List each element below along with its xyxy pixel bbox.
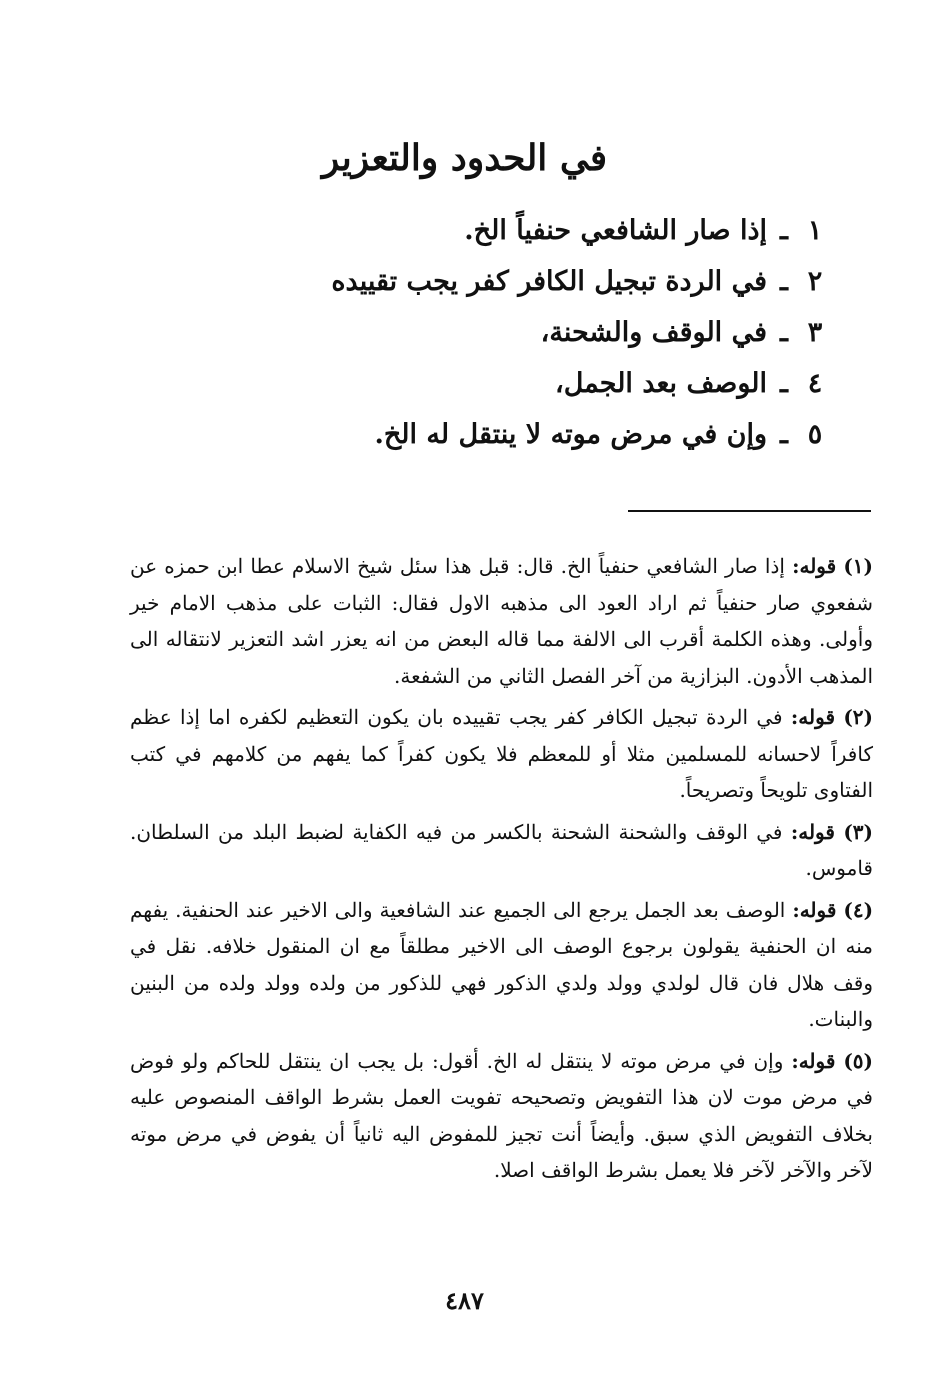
topic-dash: ـ [780, 317, 788, 348]
topic-dash: ـ [780, 368, 788, 399]
topic-number: ٤ [807, 368, 823, 399]
topic-dash: ـ [780, 266, 788, 297]
footnote-text: في الوقف والشحنة الشحنة بالكسر من فيه الكفاية لضبط البلد من السلطان. قاموس. [130, 819, 873, 880]
footnote-keyword: قوله: [791, 1048, 836, 1073]
topic-text: وإن في مرض موته لا ينتقل له الخ. [374, 419, 767, 450]
topic-item-4 [229, 358, 829, 409]
page-number: ٤٨٧ [445, 1286, 484, 1315]
topic-item-5 [229, 409, 829, 460]
topic-text: في الردة تبجيل الكافر كفر يجب تقييده [331, 266, 767, 297]
footnote-text: الوصف بعد الجمل يرجع الى الجميع عند الشافعية والى الاخير عند الحنفية. يفهم منه ان الحنفية يقولون برجوع الوصف الى الاخير مطلقاً مع ان المنقول خلافه. نقل في وقف هلال فان قال لولدي وولد ولدي الذكور فهي للذكور من ولده وولد ولده من البنين والبنات. [130, 897, 873, 1031]
footnote-number: (٥) [843, 1048, 873, 1073]
footnote-2 [130, 699, 873, 809]
footnotes [130, 548, 873, 1194]
footnote-number: (٣) [843, 819, 874, 844]
topic-item-1 [229, 205, 829, 256]
footnote-number: (٢) [843, 705, 873, 729]
topic-dash: ـ [780, 419, 788, 450]
footnote-text: إذا صار الشافعي حنفياً الخ. قال: قبل هذا سئل شيخ الاسلام عطا ابن حمزه عن شفعوي صار حنفياً ثم اراد العود الى مذهبه الاول فقال: الثبات على مذهب الامام خير وأولى. وهذه الكلمة أقرب الى الالفة مما قاله البعض من انه يعزر اشد التعزير لانتقاله الى المذهب الأدون. البزازية من آخر الفصل الثاني من الشفعة. [130, 554, 873, 688]
footnote-keyword: قوله: [792, 897, 837, 922]
footnote-3 [130, 814, 873, 887]
footnote-number: (١) [843, 554, 874, 578]
topic-dash: ـ [780, 215, 788, 246]
footnote-5 [130, 1043, 873, 1189]
footnote-text: في الردة تبجيل الكافر كفر يجب تقييده بان يكون التعظيم لكفره اما إذا عظم كافراً لاحسانه للمسلمين مثلا أو للمعظم فلا يكون كفراً كما يفهم من كلامهم في كتب الفتاوى تلويحاً وتصريحاً. [130, 705, 873, 802]
topic-text: في الوقف والشحنة، [540, 317, 767, 348]
topic-text: إذا صار الشافعي حنفياً الخ. [464, 215, 767, 246]
topic-item-2 [229, 256, 829, 307]
footnote-number: (٤) [843, 897, 874, 922]
topic-item-3 [229, 307, 829, 358]
topic-number: ٥ [807, 419, 823, 450]
footnote-4 [130, 892, 873, 1038]
topic-number: ٣ [807, 317, 823, 348]
topic-text: الوصف بعد الجمل، [555, 368, 767, 399]
footnote-keyword: قوله: [792, 554, 837, 578]
topic-number: ٢ [807, 266, 823, 297]
footnote-keyword: قوله: [790, 819, 835, 844]
footnote-text: وإن في مرض موته لا ينتقل له الخ. أقول: بل يجب ان ينتقل للحاكم ولو فوض في مرض موت لان هذا التفويض وتصحيحه تفويت العمل بشرط الواقف المنصوص عليه بخلاف التفويض الذي سبق. وأيضاً أنت تجيز للمفوض اليه ثانياً أن يفوض في مرض موته لآخر والآخر لآخر فلا يعمل بشرط الواقف اصلا. [130, 1048, 873, 1182]
footnote-1 [130, 548, 873, 694]
footnote-keyword: قوله: [790, 705, 836, 729]
chapter-title: في الحدود والتعزير [321, 137, 608, 179]
topic-list [229, 205, 829, 460]
topic-number: ١ [807, 215, 823, 246]
footnote-separator [628, 510, 871, 512]
